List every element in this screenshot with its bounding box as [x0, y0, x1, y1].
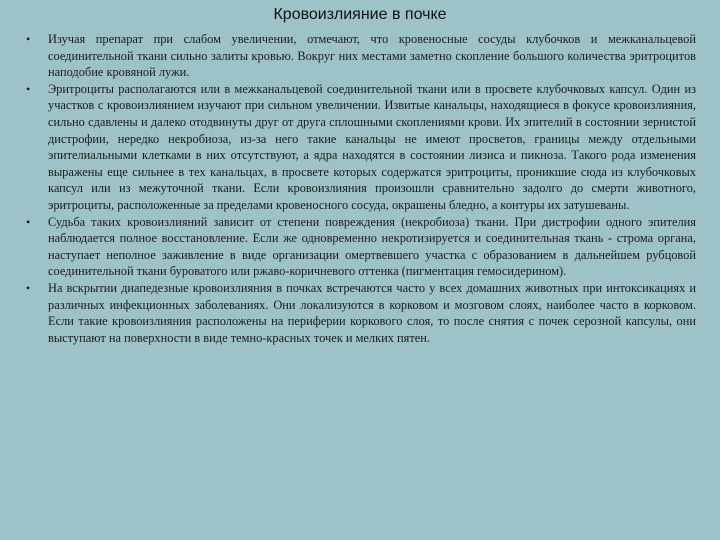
bullet-icon: • — [26, 81, 31, 96]
list-item — [24, 81, 696, 214]
bullet-icon: • — [26, 280, 31, 295]
bullet-icon: • — [26, 214, 31, 229]
list-item — [24, 280, 696, 346]
paragraph-outcome: Судьба таких кровоизлияний зависит от степени повреждения (некробиоза) ткани. При дистрофии одного эпителия наблюдается полное восстановление. Если же одновременно некротизируется и соединительная ткань - строма органа, наступает неполное заживление в виде организации омертвевшего участка с образованием в дальнейшем рубцовой соединительной ткани буроватого или ржаво-коричневого оттенка (пигментация гемосидерином). — [48, 214, 696, 279]
bullet-icon: • — [26, 32, 31, 46]
paragraph-autopsy: На вскрытии диапедезные кровоизлияния в почках встречаются часто у всех домашних животных при интоксикациях и различных инфекционных заболеваниях. Они локализуются в корковом и мозговом слоях, наиболее часто в корковом. Если такие кровоизлияния расположены на периферии коркового слоя, то после снятия с почек серозной капсулы, они выступают на поверхности в виде темно-красных точек и мелких пятен. — [48, 280, 696, 345]
paragraph-observation: Изучая препарат при слабом увеличении, отмечают, что кровеносные сосуды клубочков и межканальцевой соединительной ткани сильно залиты кровью. Вокруг них местами заметно скопление большого количества эритроцитов наподобие кровяной лужи. — [48, 32, 696, 80]
bullet-list — [24, 31, 696, 346]
list-item — [24, 214, 696, 280]
paragraph-erythrocytes: Эритроциты располагаются или в межканальцевой соединительной ткани или в просвете клубочковых капсул. Один из участков с кровоизлиянием изучают при сильном увеличении. Извитые канальцы, находящиеся в фокусе кровоизлияния, сильно сдавлены и далеко отодвинуты друг от друга сплошными скоплениями крови. Их эпителий в состоянии зернистой дистрофии, нередко некробиоза, из-за него такие канальцы не имеют просветов, границы между отдельными эпителиальными клетками в них отсутствуют, а ядра находятся в состоянии лизиса и пикноза. Такого рода изменения выражены еще сильнее в тех канальцах, в просвете которых содержатся эритроциты, проникшие сюда из клубочковых капсул или из межуточной ткани. Если кровоизлияния произошли сравнительно задолго до смерти животного, эритроциты, расположенные за пределами кровеносного сосуда, окрашены бледно, а контуры их затушеваны. — [48, 81, 696, 212]
slide-title: Кровоизлияние в почке — [273, 6, 447, 23]
list-item — [24, 31, 696, 81]
